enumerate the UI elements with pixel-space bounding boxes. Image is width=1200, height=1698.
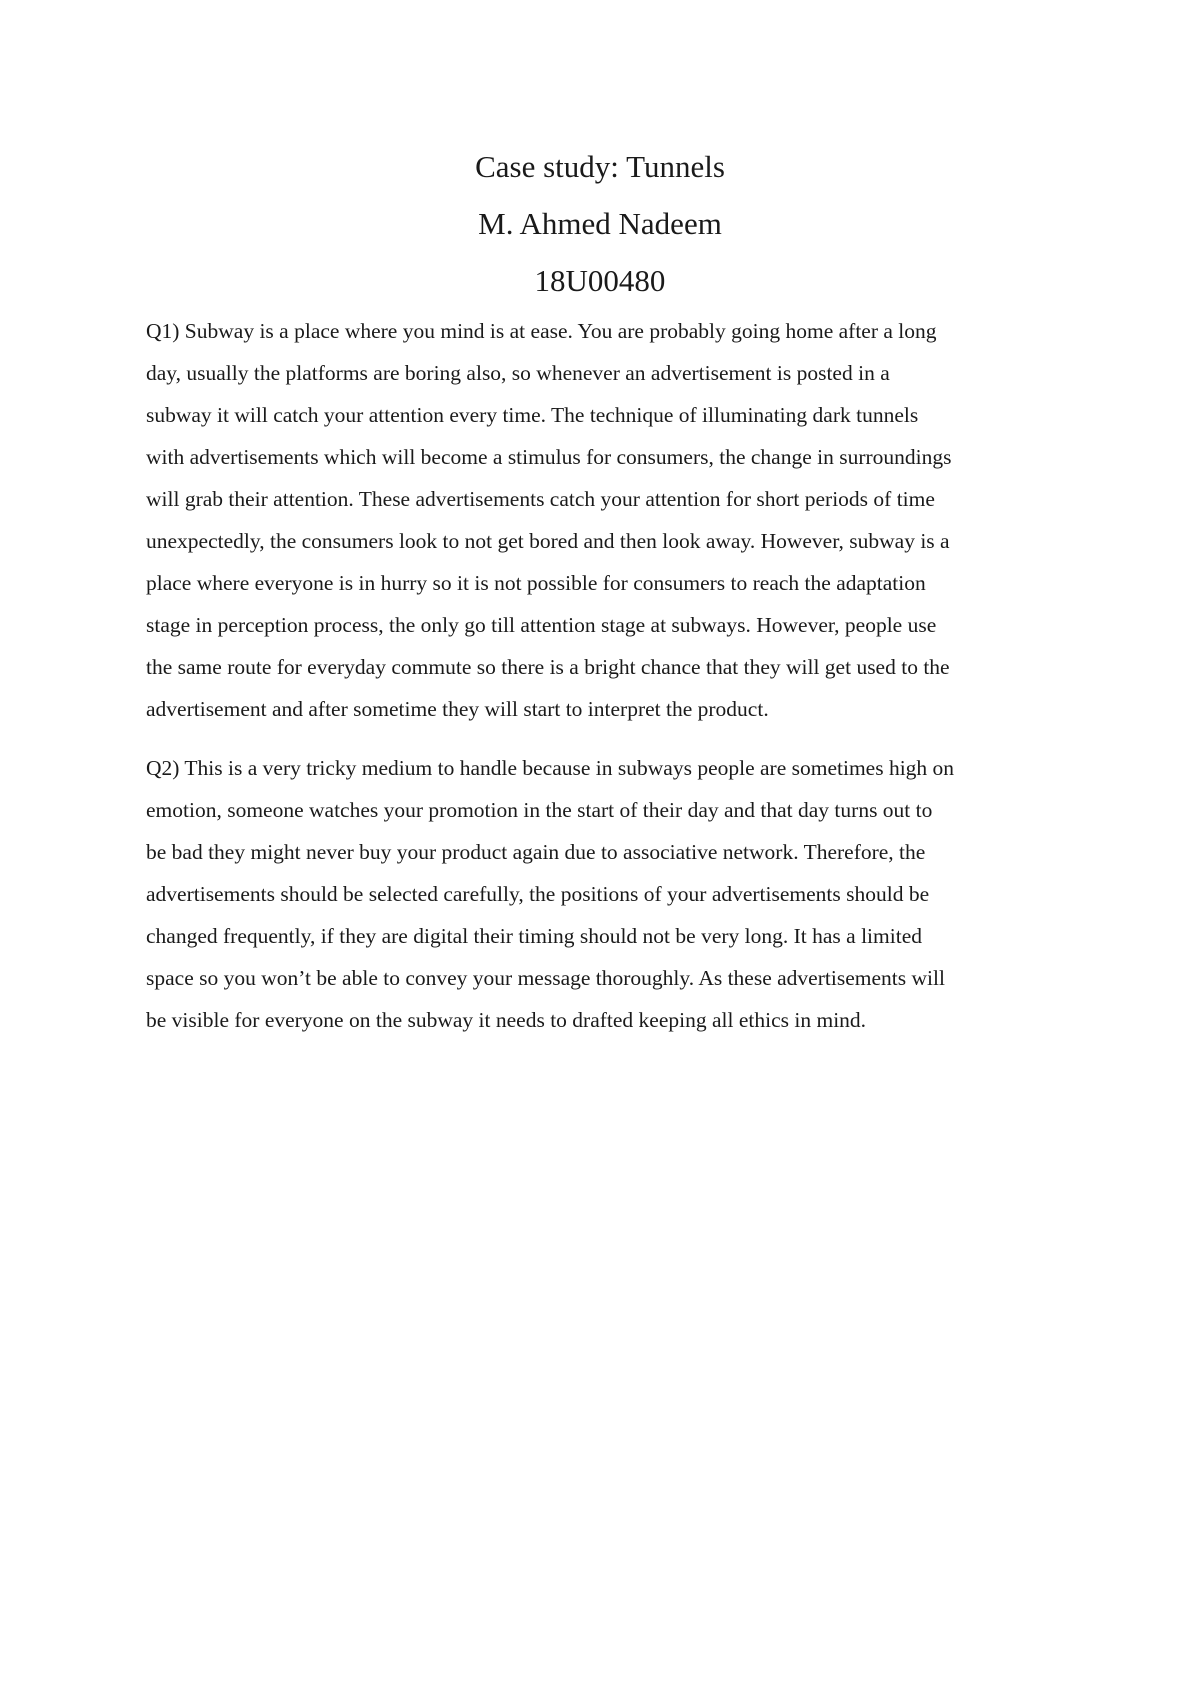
paragraph-line: place where everyone is in hurry so it is not possible for consumers to reach the adaptation	[146, 571, 926, 595]
paragraph-line: advertisements should be selected carefully, the positions of your advertisements should be	[146, 882, 930, 906]
paragraph-line: unexpectedly, the consumers look to not get bored and then look away. However, subway is a	[146, 529, 950, 553]
paragraph-line: changed frequently, if they are digital their timing should not be very long. It has a limited	[146, 924, 922, 948]
author-name: M. Ahmed Nadeem	[478, 206, 722, 241]
paragraph-line: the same route for everyday commute so there is a bright chance that they will get used to the	[146, 655, 950, 679]
paragraph-line: be visible for everyone on the subway it needs to drafted keeping all ethics in mind.	[146, 1008, 867, 1032]
paragraph-line: advertisement and after sometime they will start to interpret the product.	[146, 697, 769, 721]
answer-q1-paragraph	[146, 310, 1066, 730]
document-header	[0, 138, 1200, 309]
answer-q2-paragraph	[146, 747, 1066, 1041]
paragraph-line: with advertisements which will become a stimulus for consumers, the change in surroundings	[146, 445, 952, 469]
paragraph-line: subway it will catch your attention every time. The technique of illuminating dark tunnels	[146, 403, 919, 427]
paragraph-line: be bad they might never buy your product again due to associative network. Therefore, the	[146, 840, 926, 864]
paragraph-line: stage in perception process, the only go till attention stage at subways. However, people use	[146, 613, 937, 637]
paragraph-line: day, usually the platforms are boring also, so whenever an advertisement is posted in a	[146, 361, 890, 385]
document-title: Case study: Tunnels	[475, 149, 725, 184]
student-id: 18U00480	[534, 263, 666, 298]
paragraph-line: will grab their attention. These advertisements catch your attention for short periods of time	[146, 487, 935, 511]
paragraph-line: Q2) This is a very tricky medium to handle because in subways people are sometimes high on	[146, 756, 955, 780]
paragraph-line: space so you won’t be able to convey your message thoroughly. As these advertisements will	[146, 966, 945, 990]
paragraph-line: Q1) Subway is a place where you mind is at ease. You are probably going home after a long	[146, 319, 937, 343]
paragraph-line: emotion, someone watches your promotion in the start of their day and that day turns out to	[146, 798, 933, 822]
